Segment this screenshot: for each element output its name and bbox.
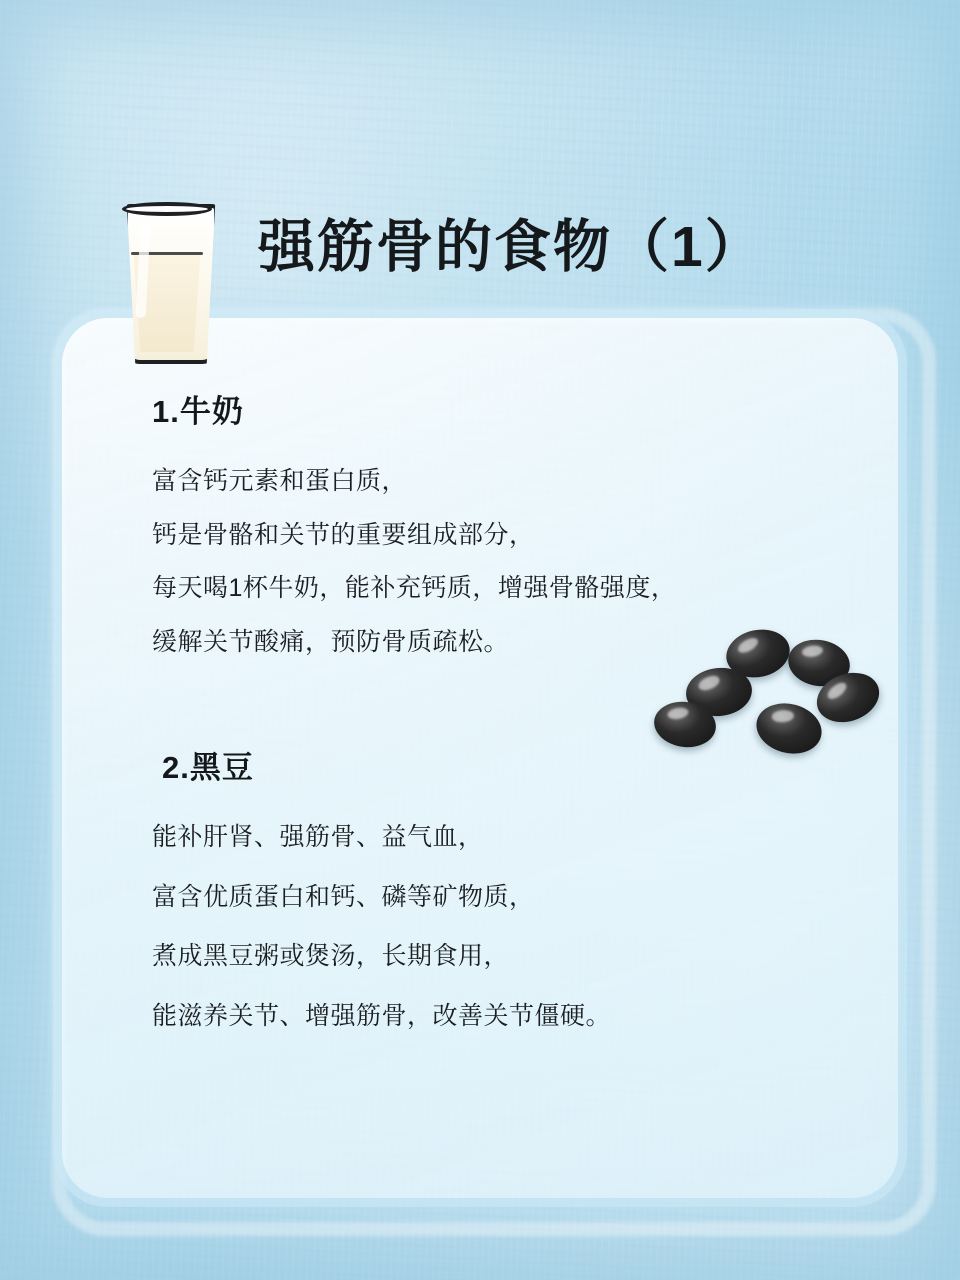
section-black-beans bbox=[152, 742, 832, 1059]
body-line: 钙是骨骼和关节的重要组成部分， bbox=[152, 520, 535, 549]
section-milk bbox=[152, 386, 832, 679]
body-line: 煮成黑豆粥或煲汤，长期食用， bbox=[152, 942, 510, 970]
body-line: 能滋养关节、增强筋骨，改善关节僵硬。 bbox=[152, 1001, 612, 1030]
milk-glass-icon bbox=[120, 196, 218, 364]
body-line: 每天喝1杯牛奶，能补充钙质，增强骨骼强度， bbox=[152, 574, 677, 602]
section-body-black-beans bbox=[152, 821, 832, 1033]
section-heading-black-beans: 2.黑豆 bbox=[162, 750, 254, 785]
body-line: 富含优质蛋白和钙、磷等矿物质， bbox=[152, 882, 535, 911]
section-body-milk bbox=[152, 465, 832, 659]
body-line: 缓解关节酸痛，预防骨质疏松。 bbox=[152, 627, 510, 656]
body-line: 能补肝肾、强筋骨、益气血， bbox=[152, 823, 484, 851]
section-heading-milk: 1.牛奶 bbox=[152, 394, 244, 429]
body-line: 富含钙元素和蛋白质， bbox=[152, 467, 408, 495]
glass-rim bbox=[122, 202, 212, 216]
page-title: 强筋骨的食物（1） bbox=[258, 215, 764, 280]
